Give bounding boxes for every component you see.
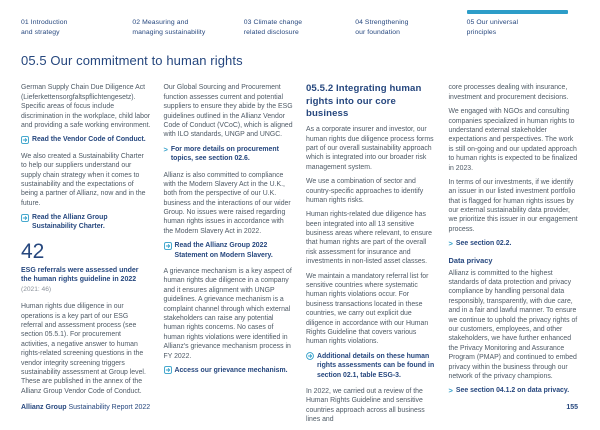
paragraph: Human rights due diligence in our operations is a key part of our ESG referral and assessment process (see section 05.5.1). For procurement activities, a negative answer to human rights-related screening questions in the vendor integrity screening triggers sustainability assessment at Group level. These are published in the annex of the Allianz Group Vendor Code of Conduct. — [21, 303, 146, 395]
nav-active-indicator — [244, 10, 345, 14]
link-label: For more details on procurement topics, see section 02.6. — [170, 145, 279, 163]
nav-item-label: and strategy — [21, 29, 60, 37]
link-procurement-section[interactable] — [164, 145, 294, 164]
chevron-right-icon: > — [448, 386, 453, 396]
footer-report-title — [21, 404, 150, 411]
link-label: See section 02.2. — [455, 240, 512, 248]
link-section-022[interactable] — [449, 239, 579, 248]
link-grievance-mechanism[interactable] — [164, 366, 294, 375]
page-footer — [21, 404, 578, 411]
column-2 — [164, 83, 294, 429]
paragraph: core processes dealing with insurance, investment and procurement decisions. — [448, 84, 569, 101]
brand-name: Allianz Group — [21, 404, 67, 411]
paragraph: In 2022, we carried out a review of the Human Rights Guideline and sensitive countries approach across all business lines and — [306, 387, 425, 424]
paragraph: We also created a Sustainability Charter to help our suppliers understand our supply chain strategy when it comes to sustainability and the expectations of being a partner of Allianz, now and in the future. — [21, 152, 146, 207]
column-3 — [306, 83, 436, 429]
paragraph: Allianz is committed to the highest standards of data protection and privacy compliance by handling personal data responsibly, transparently, with due care, and in a fair and lawful manner. To ensure we continue to uphold the privacy rights of our customers, employees, and other stakeholders, we have further enhanced the Privacy Monitoring and Assurance Program (PMAP) and continued to embed privacy within the business through our network of the privacy champions. — [448, 269, 578, 380]
column-4 — [449, 83, 579, 429]
chevron-right-icon: > — [163, 144, 168, 154]
link-label: Read the Vendor Code of Conduct. — [32, 136, 146, 144]
paragraph: We engaged with NGOs and consulting companies specialized in human rights to understand external stakeholder expectations and perspectives. The work is still on-going and our updated approach to human rights is expected to be finalized in 2023. — [448, 108, 578, 172]
column-1 — [21, 83, 151, 429]
link-sustainability-charter[interactable] — [21, 213, 151, 232]
page-title: 05.5 Our commitment to human rights — [21, 53, 243, 69]
external-link-icon — [164, 242, 172, 250]
link-label: Read the Allianz Group 2022 Statement on Modern Slavery. — [174, 242, 273, 259]
stat-prior-year: (2021: 46) — [21, 286, 52, 294]
nav-active-indicator — [467, 10, 568, 14]
section-nav — [0, 0, 600, 38]
stat-value: 42 — [21, 239, 45, 263]
link-vendor-code-of-conduct[interactable] — [21, 135, 151, 144]
nav-item-foundation[interactable] — [355, 10, 466, 38]
link-esg3-table[interactable] — [306, 352, 436, 380]
section-heading-0552: 05.5.2 Integrating human rights into our core business — [306, 83, 422, 119]
external-link-icon — [21, 214, 29, 222]
nav-item-label: our foundation — [355, 29, 401, 37]
link-label: See section 04.1.2 on data privacy. — [455, 387, 570, 395]
nav-item-label: related disclosure — [243, 29, 299, 37]
paragraph: We maintain a mandatory referral list for sensitive countries where systematic human rights violations occur. For business transactions located in these countries, we carry out explicit due diligence in accordance with our Human Rights Guideline that covers various human rights violations. — [306, 272, 429, 346]
nav-item-climate[interactable] — [244, 10, 355, 38]
circular-arrow-icon — [306, 352, 314, 360]
page-number: 155 — [566, 404, 578, 411]
paragraph: German Supply Chain Due Diligence Act (Lieferkettensorgfaltspflichtengesetz). Specific areas of focus include discrimination in the workplace, child labor and providing a safe working environment. — [21, 84, 151, 129]
report-title: Sustainability Report 2022 — [68, 404, 151, 411]
external-link-icon — [21, 136, 29, 144]
nav-item-universal-principles[interactable] — [467, 10, 578, 38]
nav-item-label: 03 Climate change — [243, 19, 303, 26]
paragraph: Human rights-related due diligence has been integrated into all 13 sensitive business areas where relevant, to ensure that human rights are part of the overall risk assessment for insurance and investments in non-listed asset classes. — [306, 211, 433, 266]
nav-active-indicator — [21, 10, 122, 14]
esg-referrals-stat — [21, 241, 151, 295]
content-columns — [0, 68, 600, 429]
link-label: Additional details on these human rights assessments can be found in section 02.1, table ESG-3. — [317, 352, 435, 379]
nav-active-indicator — [355, 10, 456, 14]
link-data-privacy-section[interactable] — [449, 386, 579, 395]
paragraph: Our Global Sourcing and Procurement function assesses current and potential suppliers to ensure they abide by the ESG guidelines outlined in the Allianz Vendor Code of Conduct (VCoC), which is aligned with ILO standards, UNGP and UNGC. — [163, 84, 293, 139]
nav-item-label: 01 Introduction — [21, 19, 68, 26]
nav-item-label: managing sustainability — [132, 29, 206, 37]
nav-item-introduction[interactable] — [21, 10, 132, 38]
link-label: Read the Allianz Group Sustainability Charter. — [32, 214, 108, 231]
chevron-right-icon: > — [448, 239, 453, 249]
paragraph: In terms of our investments, if we identify an issuer in our listed investment portfolio that is flagged for human rights issues by our external sustainability data provider, we prioritize this issuer in our engagement process. — [448, 178, 578, 233]
data-privacy-heading: Data privacy — [448, 255, 493, 265]
stat-caption: ESG referrals were assessed under the human rights guideline in 2022 — [21, 266, 139, 284]
nav-item-label: 05 Our universal — [466, 19, 519, 26]
nav-item-measuring[interactable] — [132, 10, 243, 38]
paragraph: We use a combination of sector and country-specific approaches to identify human rights risks. — [306, 178, 424, 204]
paragraph: A grievance mechanism is a key aspect of human rights due diligence in a company and it ensures alignment with UNGP guidelines. A grievance mechanism is a complaint channel through which external stakeholders can raise any potential human rights concerns. No cases of human rights violations were identified in Allianz's grievance mechanism process in FY 2022. — [163, 268, 292, 360]
nav-item-label: 04 Strengthening — [355, 19, 409, 26]
link-label: Access our grievance mechanism. — [174, 366, 288, 374]
paragraph: As a corporate insurer and investor, our human rights due diligence process forms part of our overall sustainability approach which is integrated into our broader risk management system. — [306, 126, 434, 171]
external-link-icon — [164, 366, 172, 374]
paragraph: Allianz is also committed to compliance with the Modern Slavery Act in the U.K., both from the perspective of our U.K. business and the interactions of our wider Group. No issues were raised regarding human rights issues in accordance with the Modern Slavery Act in 2022. — [163, 171, 291, 235]
link-modern-slavery-statement[interactable] — [164, 241, 294, 260]
nav-active-indicator — [132, 10, 233, 14]
nav-item-label: 02 Measuring and — [132, 19, 189, 26]
nav-item-label: principles — [466, 29, 497, 37]
